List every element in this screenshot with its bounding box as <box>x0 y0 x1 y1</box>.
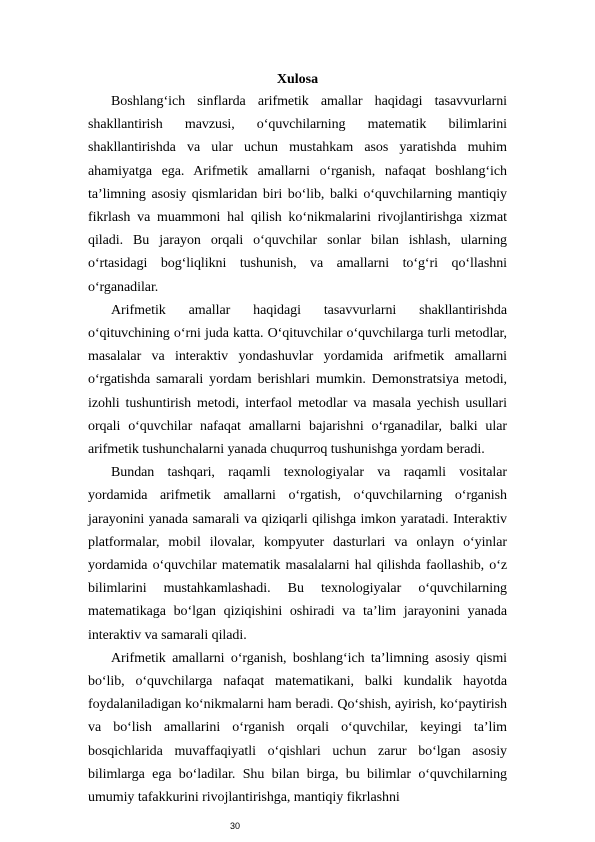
document-page <box>88 70 507 809</box>
section-title: Xulosa <box>276 72 319 87</box>
page-number: 30 <box>229 821 240 831</box>
paragraph-1: Boshlang‘ich sinflarda arifmetik amallar haqidagi tasavvurlarni shakllantirish mavzusi, o‘quvchilarning matematik bilimlarini shakllantirishda va ular uchun mustahkam asos yaratishda muhim ahamiyatga ega. Arifmetik amallarni o‘rganish, nafaqat boshlang‘ich ta’limning asosiy qismlaridan biri bo‘lib, balki o‘quvchilarning mantiqiy fikrlash va muammoni hal qilish ko‘nikmalarini rivojlantirishga xizmat qiladi. Bu jarayon orqali o‘quvchilar sonlar bilan ishlash, ularning o‘rtasidagi bog‘liqlikni tushunish, va amallarni to‘g‘ri qo‘llashni o‘rganadilar. <box>88 94 507 295</box>
paragraph-3: Bundan tashqari, raqamli texnologiyalar va raqamli vositalar yordamida arifmetik amallarni o‘rgatish, o‘quvchilarning o‘rganish jarayonini yanada samarali va qiziqarli qilishga imkon yaratadi. Interaktiv platformalar, mobil ilovalar, kompyuter dasturlari va onlayn o‘yinlar yordamida o‘quvchilar matematik masalalarni hal qilishda faollashib, o‘z bilimlarini mustahkamlashadi. Bu texnologiyalar o‘quvchilarning matematikaga bo‘lgan qiziqishini oshiradi va ta’lim jarayonini yanada interaktiv va samarali qiladi. <box>88 465 507 643</box>
paragraph-4: Arifmetik amallarni o‘rganish, boshlang‘ich ta’limning asosiy qismi bo‘lib, o‘quvchilarga nafaqat matematikani, balki kundalik hayotda foydalaniladigan ko‘nikmalarni ham beradi. Qo‘shish, ayirish, ko‘paytirish va bo‘lish amallarini o‘rganish orqali o‘quvchilar, keyingi ta’lim bosqichlarida muvaffaqiyatli o‘qishlari uchun zarur bo‘lgan asosiy bilimlarga ega bo‘ladilar. Shu bilan birga, bu bilimlar o‘quvchilarning umumiy tafakkurini rivojlantirishga, mantiqiy fikrlashni <box>88 650 507 806</box>
paragraph-2: Arifmetik amallar haqidagi tasavvurlarni shakllantirishda o‘qituvchining o‘rni juda katta. O‘qituvchilar o‘quvchilarga turli metodlar, masalalar va interaktiv yondashuvlar yordamida arifmetik amallarni o‘rgatishda samarali yordam berishlari mumkin. Demonstratsiya metodi, izohli tushuntirish metodi, interfaol metodlar va masala yechish usullari orqali o‘quvchilar nafaqat amallarni bajarishni o‘rganadilar, balki ular arifmetik tushunchalarni yanada chuqurroq tushunishga yordam beradi. <box>88 302 507 458</box>
